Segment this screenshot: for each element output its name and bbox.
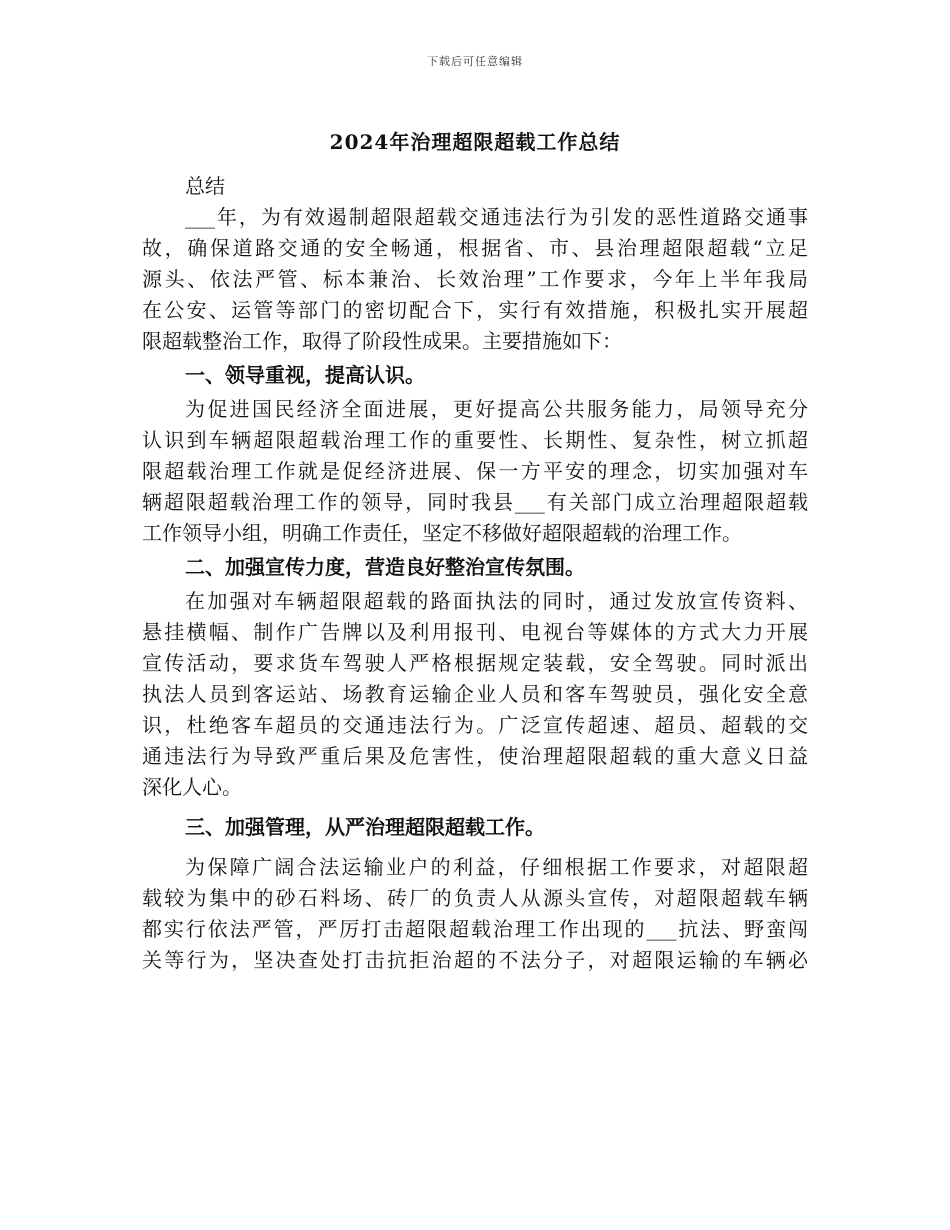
section-line: 限超载治理工作就是促经济进展、保一方平安的理念，切实加强对车 [142, 459, 808, 483]
intro-line: 在公安、运管等部门的密切配合下，实行有效措施，积极扎实开展超 [142, 298, 808, 322]
section-line: 工作领导小组，明确工作责任，坚定不移做好超限超载的治理工作。 [142, 521, 742, 545]
section-line: 识，杜绝客车超员的交通违法行为。广泛宣传超速、超员、超载的交 [142, 713, 808, 737]
section-paragraph-2 [142, 586, 808, 803]
section-heading-1: 一、领导重视，提高认识。 [185, 363, 425, 387]
summary-label: 总结 [185, 174, 225, 198]
section-heading-2: 二、加强宣传力度，营造良好整治宣传氛围。 [185, 555, 585, 579]
intro-line: 限超载整治工作，取得了阶段性成果。主要措施如下： [142, 329, 622, 353]
section-line: 悬挂横幅、制作广告牌以及利用报刊、电视台等媒体的方式大力开展 [142, 620, 808, 644]
intro-line: 源头、依法严管、标本兼治、长效治理”工作要求，今年上半年我局 [142, 267, 808, 291]
section-line: 执法人员到客运站、场教育运输企业人员和客车驾驶员，强化安全意 [142, 682, 808, 706]
section-line: 深化人心。 [142, 775, 242, 799]
section-line: 认识到车辆超限超载治理工作的重要性、长期性、复杂性，树立抓超 [142, 428, 808, 452]
document-body [142, 171, 808, 976]
document-title: 2024年治理超限超载工作总结 [329, 130, 621, 154]
section-heading-3: 三、加强管理，从严治理超限超载工作。 [185, 815, 545, 839]
section-line: 都实行依法严管，严厉打击超限超载治理工作出现的___抗法、野蛮闯 [142, 917, 808, 941]
intro-line: 故，确保道路交通的安全畅通，根据省、市、县治理超限超载“立足 [142, 236, 808, 260]
section-line: 为保障广阔合法运输业户的利益，仔细根据工作要求，对超限超 [185, 855, 808, 879]
section-line: 为促进国民经济全面进展，更好提高公共服务能力，局领导充分 [185, 397, 808, 421]
section-line: 通违法行为导致严重后果及危害性，使治理超限超载的重大意义日益 [142, 744, 808, 768]
section-paragraph-1 [142, 394, 808, 549]
section-line: 辆超限超载治理工作的领导，同时我县___有关部门成立治理超限超载 [142, 490, 808, 514]
intro-paragraph [142, 202, 808, 357]
header-note: 下载后可任意编辑 [427, 55, 523, 68]
section-line: 载较为集中的砂石料场、砖厂的负责人从源头宣传，对超限超载车辆 [142, 886, 808, 910]
intro-line: ___年，为有效遏制超限超载交通违法行为引发的恶性道路交通事 [185, 205, 808, 229]
section-line: 在加强对车辆超限超载的路面执法的同时，通过发放宣传资料、 [185, 589, 808, 613]
section-line: 关等行为，坚决查处打击抗拒治超的不法分子，对超限运输的车辆必 [142, 948, 808, 972]
section-paragraph-3 [142, 852, 808, 976]
section-line: 宣传活动，要求货车驾驶人严格根据规定装载，安全驾驶。同时派出 [142, 651, 808, 675]
